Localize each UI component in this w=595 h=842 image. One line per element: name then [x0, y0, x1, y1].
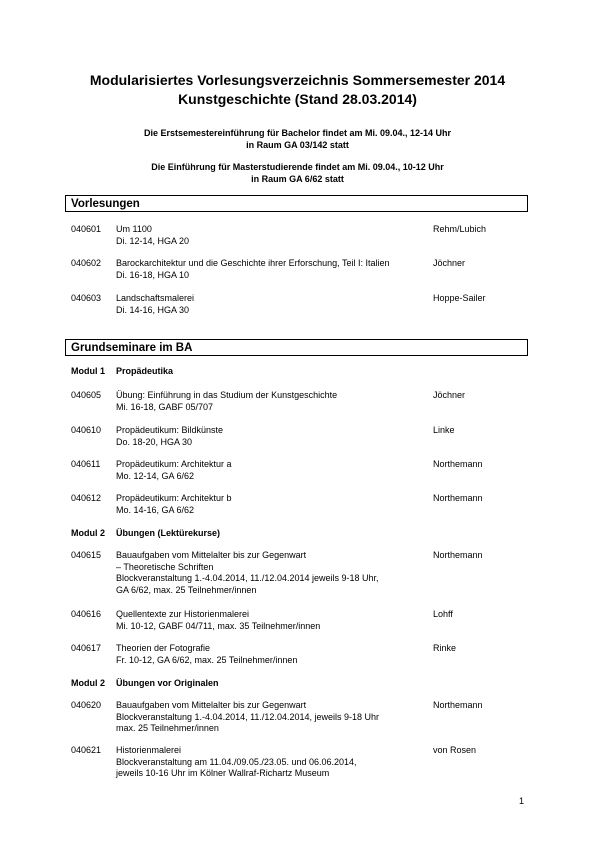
- course-lecturer: Rehm/Lubich: [433, 224, 487, 234]
- course-number: 040620: [71, 700, 102, 710]
- course-details: Barockarchitektur und die Geschichte ihrer Erforschung, Teil I: Italien Di. 16-18, HGA 10: [116, 258, 390, 280]
- modul-heading: Modul 1 Propädeutika: [71, 366, 174, 376]
- course-lecturer: Lohff: [433, 609, 453, 619]
- master-intro-note: Die Einführung für Masterstudierende findet am Mi. 09.04., 10-12 Uhr in Raum GA 6/62 statt: [151, 162, 444, 184]
- course-details: Theorien der Fotografie Fr. 10-12, GA 6/62, max. 25 Teilnehmer/innen: [116, 643, 298, 665]
- course-lecturer: Northemann: [433, 550, 483, 560]
- course-details: Bauaufgaben vom Mittelalter bis zur Gegenwart Blockveranstaltung 1.-4.04.2014, 11./12.04.2014, jeweils 9-18 Uhr max. 25 Teilnehmer/innen: [116, 700, 379, 733]
- title-line-2: Kunstgeschichte (Stand 28.03.2014): [178, 91, 417, 107]
- document-title: [0, 71, 595, 109]
- course-number: 040602: [71, 258, 102, 268]
- course-lecturer: Jöchner: [433, 390, 466, 400]
- course-details: Bauaufgaben vom Mittelalter bis zur Gegenwart – Theoretische Schriften Blockveranstaltung 1.-4.04.2014, 11./12.04.2014 jeweils 9-18 Uhr, GA 6/62, max. 25 Teilnehmer/innen: [116, 550, 379, 595]
- modul-heading: Modul 2 Übungen (Lektürekurse): [71, 528, 221, 538]
- modul-heading: Modul 2 Übungen vor Originalen: [71, 678, 219, 688]
- course-lecturer: Northemann: [433, 700, 483, 710]
- course-number: 040621: [71, 745, 102, 755]
- course-number: 040615: [71, 550, 102, 560]
- course-details: Übung: Einführung in das Studium der Kunstgeschichte Mi. 16-18, GABF 05/707: [116, 390, 338, 412]
- course-number: 040617: [71, 643, 102, 653]
- title-line-1: Modularisiertes Vorlesungsverzeichnis Sommersemester 2014: [89, 72, 506, 88]
- course-lecturer: Northemann: [433, 493, 483, 503]
- course-number: 040616: [71, 609, 102, 619]
- course-number: 040610: [71, 425, 102, 435]
- course-number: 040603: [71, 293, 102, 303]
- course-details: Historienmalerei Blockveranstaltung am 11.04./09.05./23.05. und 06.06.2014, jeweils 10-16 Uhr im Kölner Wallraf-Richartz Museum: [116, 745, 357, 778]
- course-details: Um 1100 Di. 12-14, HGA 20: [116, 224, 190, 246]
- course-number: 040612: [71, 493, 102, 503]
- course-lecturer: Northemann: [433, 459, 483, 469]
- course-details: Propädeutikum: Architektur b Mo. 14-16, GA 6/62: [116, 493, 232, 515]
- course-number: 040601: [71, 224, 102, 234]
- page-number: 1: [519, 796, 525, 806]
- course-lecturer: Jöchner: [433, 258, 466, 268]
- bachelor-intro-note: Die Erstsemestereinführung für Bachelor findet am Mi. 09.04., 12-14 Uhr in Raum GA 03/142 statt: [143, 128, 452, 150]
- course-lecturer: Linke: [433, 425, 455, 435]
- course-lecturer: Rinke: [433, 643, 457, 653]
- course-lecturer: Hoppe-Sailer: [433, 293, 486, 303]
- course-lecturer: von Rosen: [433, 745, 477, 755]
- course-details: Propädeutikum: Bildkünste Do. 18-20, HGA 30: [116, 425, 224, 447]
- section-vorlesungen: Vorlesungen: [65, 195, 528, 212]
- course-details: Quellentexte zur Historienmalerei Mi. 10-12, GABF 04/711, max. 35 Teilnehmer/innen: [116, 609, 321, 631]
- course-number: 040605: [71, 390, 102, 400]
- course-details: Propädeutikum: Architektur a Mo. 12-14, GA 6/62: [116, 459, 232, 481]
- course-number: 040611: [71, 459, 101, 469]
- course-details: Landschaftsmalerei Di. 14-16, HGA 30: [116, 293, 195, 315]
- section-grundseminare: Grundseminare im BA: [65, 339, 528, 356]
